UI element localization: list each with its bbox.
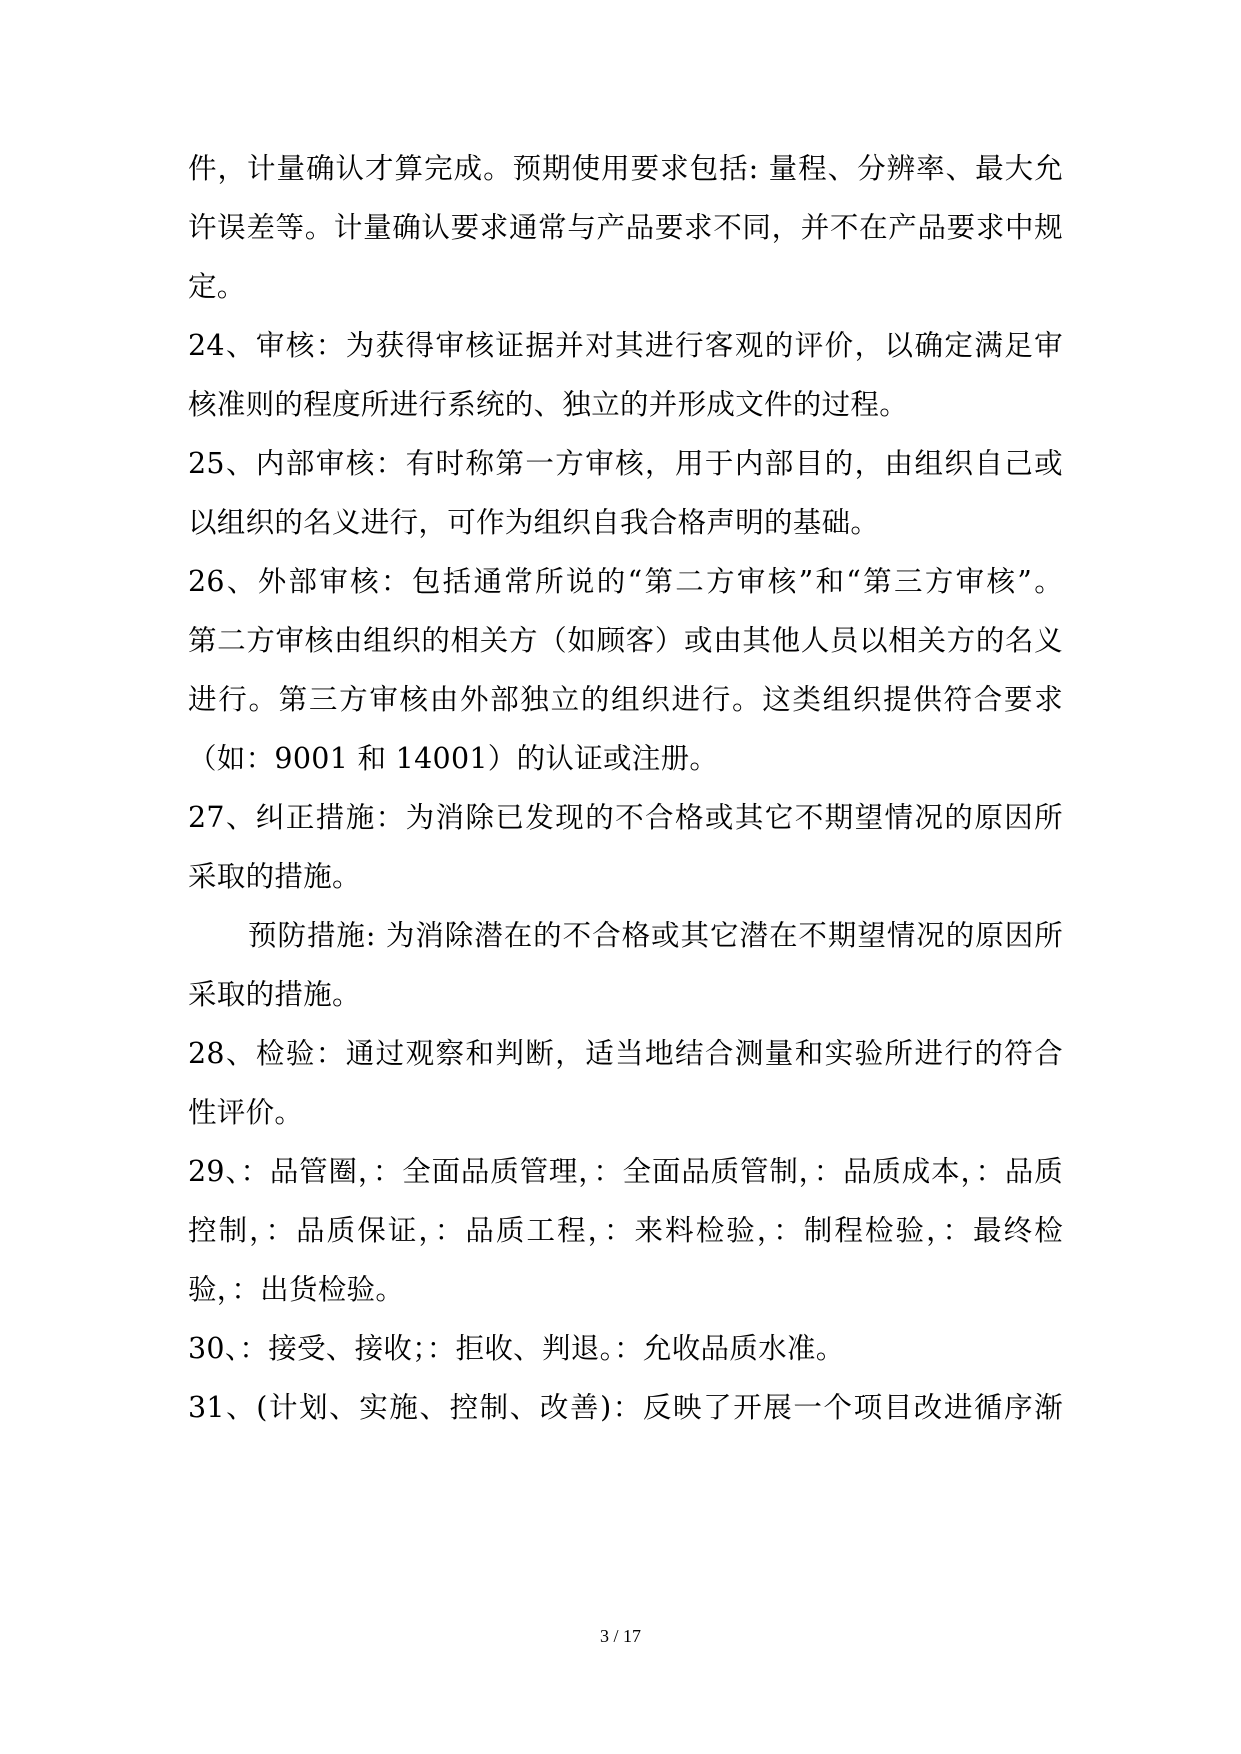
text-line: 定。 xyxy=(188,270,246,303)
text-line: 26、外部审核：包括通常所说的“第二方审核”和“第三方审核”。 xyxy=(188,565,1063,598)
text-line: 31、(计划、实施、控制、改善)：反映了开展一个项目改进循序渐 xyxy=(188,1391,1063,1424)
text-line: 验，：出货检验。 xyxy=(188,1273,405,1306)
text-line: 控制，：品质保证，：品质工程，：来料检验，：制程检验，：最终检 xyxy=(188,1214,1063,1247)
text-line: 第二方审核由组织的相关方（如顾客）或由其他人员以相关方的名义 xyxy=(188,624,1063,657)
text-line: （如：9001 和 14001）的认证或注册。 xyxy=(188,742,719,775)
text-line: 采取的措施。 xyxy=(188,978,361,1011)
text-line: 30、：接受、接收；：拒收、判退。：允收品质水准。 xyxy=(188,1332,845,1365)
text-line: 25、内部审核：有时称第一方审核，用于内部目的，由组织自己或 xyxy=(188,447,1063,480)
text-line: 28、检验：通过观察和判断，适当地结合测量和实验所进行的符合 xyxy=(188,1037,1063,1070)
text-line: 以组织的名义进行，可作为组织自我合格声明的基础。 xyxy=(188,506,880,539)
text-line: 27、纠正措施：为消除已发现的不合格或其它不期望情况的原因所 xyxy=(188,801,1063,834)
text-line: 预防措施: 为消除潜在的不合格或其它潜在不期望情况的原因所 xyxy=(248,919,1063,952)
text-line: 性评价。 xyxy=(188,1096,304,1129)
text-line: 采取的措施。 xyxy=(188,860,361,893)
text-line: 29、：品管圈，：全面品质管理，：全面品质管制，：品质成本，：品质 xyxy=(188,1155,1063,1188)
text-line: 24、审核：为获得审核证据并对其进行客观的评价，以确定满足审 xyxy=(188,329,1063,362)
page-number: 3 / 17 xyxy=(599,1626,641,1646)
text-line: 许误差等。计量确认要求通常与产品要求不同，并不在产品要求中规 xyxy=(188,211,1063,244)
text-line: 核准则的程度所进行系统的、独立的并形成文件的过程。 xyxy=(188,388,909,421)
text-line: 件，计量确认才算完成。预期使用要求包括: 量程、分辨率、最大允 xyxy=(188,152,1063,185)
text-line: 进行。第三方审核由外部独立的组织进行。这类组织提供符合要求 xyxy=(188,683,1063,716)
